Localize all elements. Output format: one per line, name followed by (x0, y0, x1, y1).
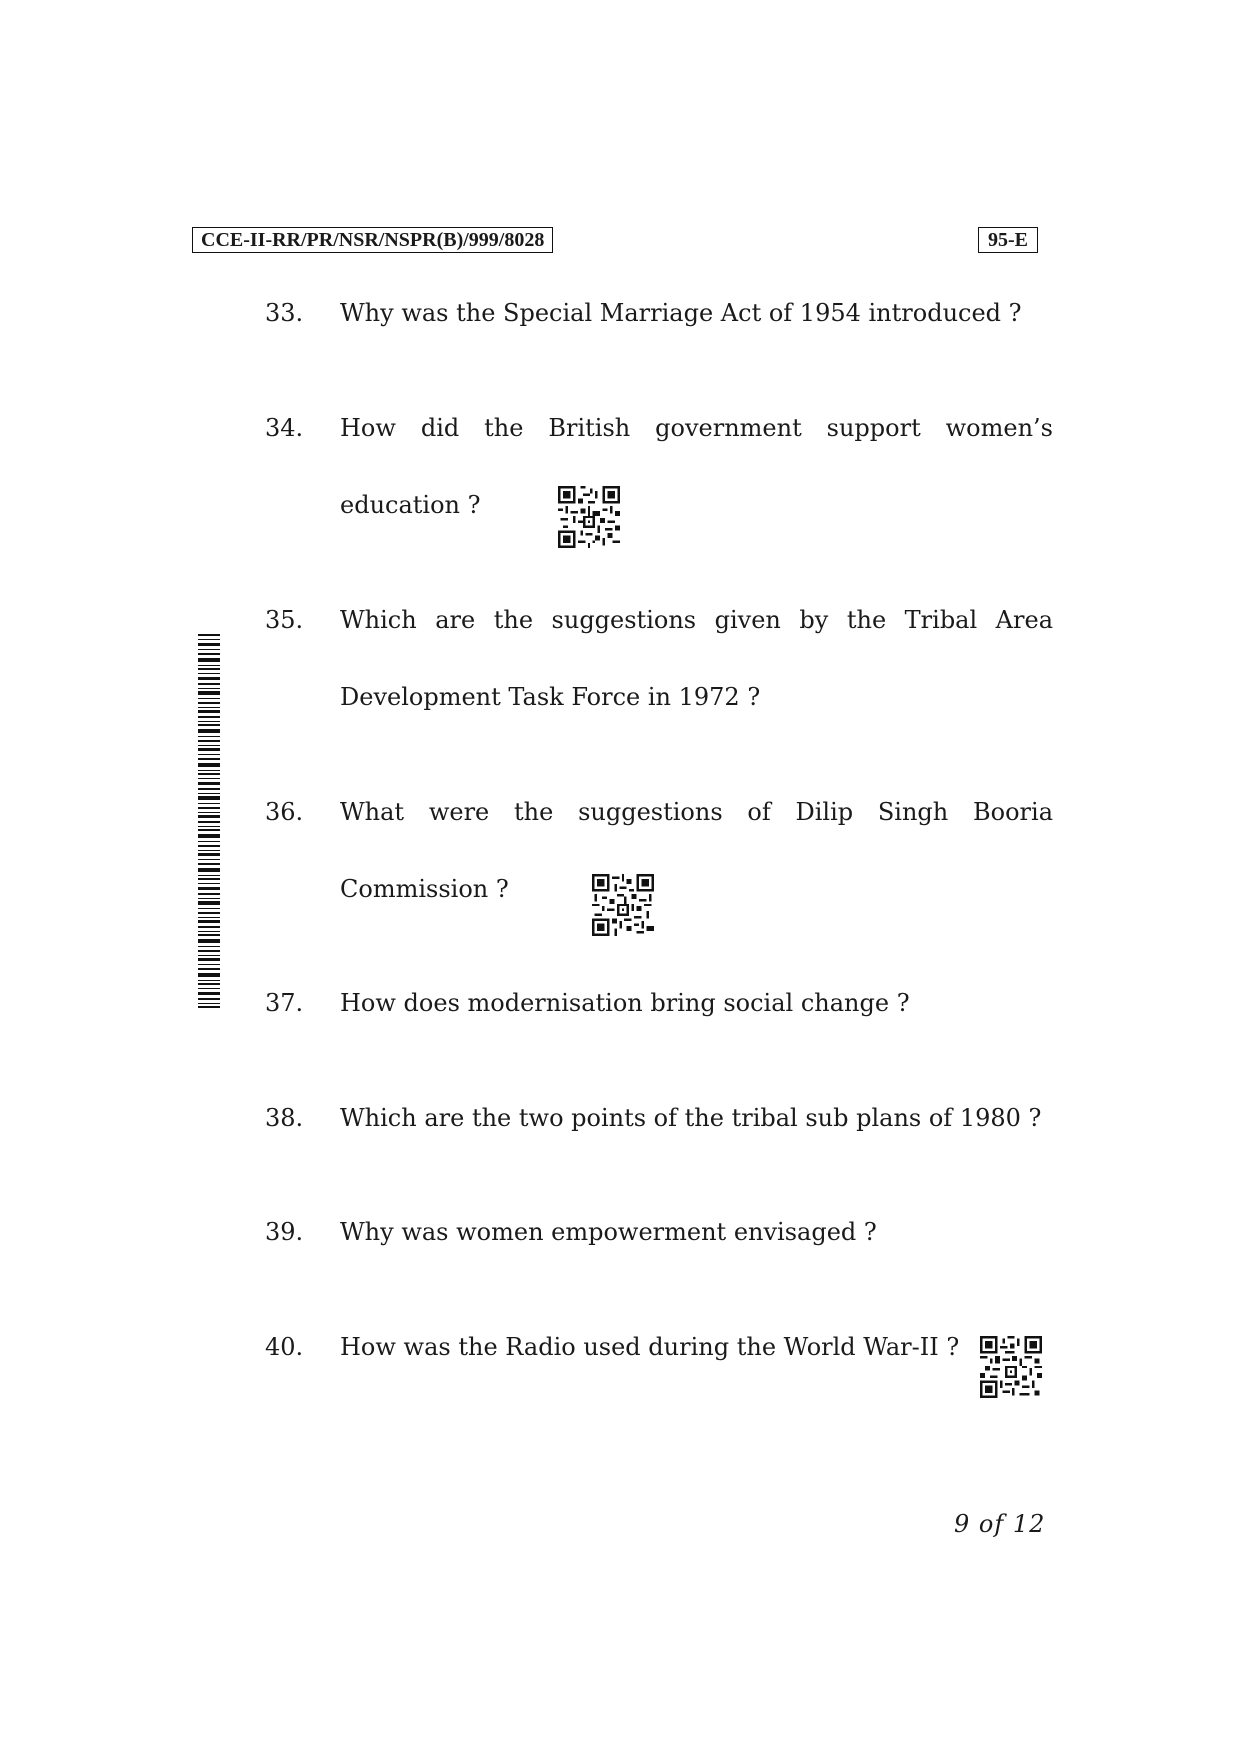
question-text-cont: Commission ? (340, 875, 509, 903)
question-text-cont: Development Task Force in 1972 ? (340, 683, 761, 711)
question-text-cont: education ? (340, 491, 481, 519)
question-number: 38. (265, 1104, 304, 1132)
barcode-icon (198, 634, 220, 1008)
qr-code-icon (592, 874, 654, 936)
question-number: 35. (265, 606, 304, 634)
question-number: 39. (265, 1218, 304, 1246)
question-number: 37. (265, 989, 304, 1017)
qr-code-icon (980, 1336, 1042, 1398)
question-text: How was the Radio used during the World War-II ? (340, 1333, 960, 1361)
question-number: 34. (265, 414, 304, 442)
set-code: 95-E (978, 227, 1038, 253)
question-text: How does modernisation bring social change ? (340, 989, 910, 1017)
question-text: What were the suggestions of Dilip Singh Booria (340, 798, 1053, 826)
question-text: Which are the suggestions given by the Tribal Area (340, 606, 1053, 634)
page-number: 9 of 12 (954, 1510, 1046, 1538)
qr-code-icon (558, 486, 620, 548)
paper-code: CCE-II-RR/PR/NSR/NSPR(B)/999/8028 (192, 227, 553, 253)
question-text: Which are the two points of the tribal sub plans of 1980 ? (340, 1104, 1042, 1132)
question-text: Why was the Special Marriage Act of 1954 introduced ? (340, 299, 1022, 327)
question-text: How did the British government support women’s (340, 414, 1053, 442)
question-text: Why was women empowerment envisaged ? (340, 1218, 877, 1246)
question-number: 40. (265, 1333, 304, 1361)
question-number: 33. (265, 299, 304, 327)
question-number: 36. (265, 798, 304, 826)
